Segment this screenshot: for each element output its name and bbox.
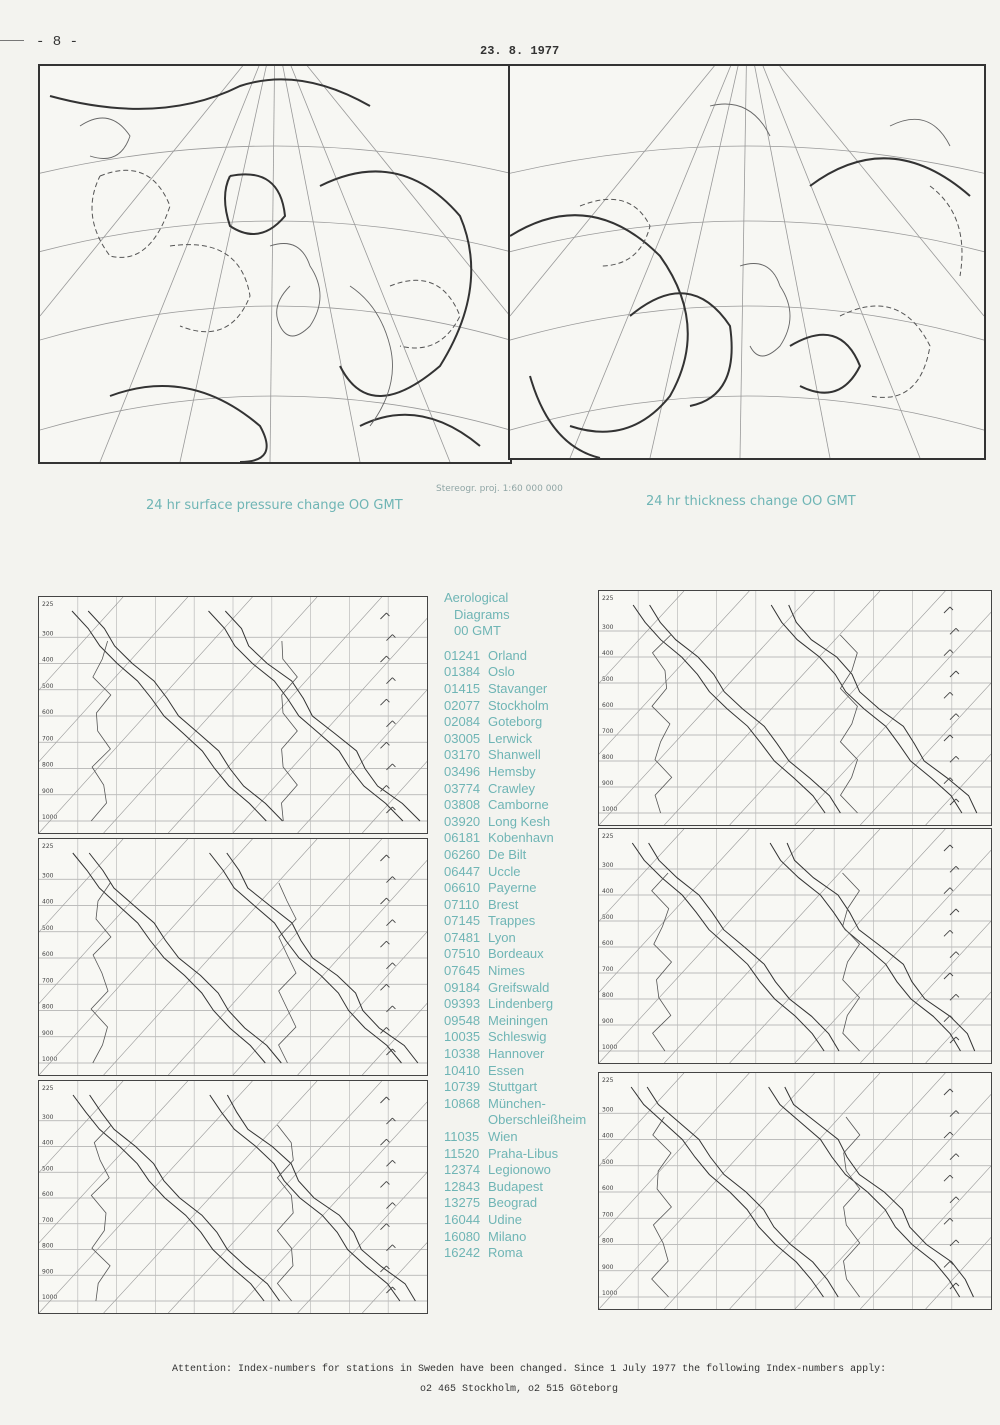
legend-title: Aerological (444, 590, 509, 605)
pressure-level-label: 700 (602, 1211, 614, 1219)
station-code: 16242 (444, 1245, 481, 1261)
station-code: 10739 (444, 1079, 481, 1095)
pressure-level-label: 700 (42, 977, 54, 985)
station-code: 01384 (444, 664, 481, 680)
station-name: Udine (488, 1211, 522, 1227)
station-name: Lerwick (488, 730, 533, 746)
footer-note-line-2: o2 465 Stockholm, o2 515 Göteborg (420, 1384, 619, 1395)
station-row (444, 681, 604, 698)
station-row (444, 864, 604, 881)
pressure-level-label: 500 (42, 924, 54, 932)
station-row (444, 1162, 604, 1179)
pressure-level-label: 500 (602, 676, 614, 683)
station-code: 03808 (444, 797, 481, 813)
station-name: Payerne (488, 880, 537, 896)
legend-title: 00 GMT (454, 623, 501, 639)
station-name: Brest (488, 896, 519, 912)
top-level-label: 225 (602, 1077, 614, 1084)
station-row (444, 1229, 604, 1246)
projection-caption: Stereogr. proj. 1:60 000 000 (436, 484, 563, 494)
top-level-label: 225 (42, 601, 54, 608)
page-number: - 8 - (36, 34, 79, 50)
pressure-level-label: 600 (602, 702, 614, 709)
pressure-level-label: 400 (602, 888, 614, 895)
station-name: Schleswig (488, 1029, 547, 1045)
thickness-caption: 24 hr thickness change OO GMT (646, 494, 856, 509)
pressure-level-label: 300 (602, 624, 614, 631)
station-row (444, 897, 604, 914)
top-level-label: 225 (602, 833, 614, 840)
station-name: Bordeaux (488, 946, 544, 962)
station-code: 10338 (444, 1046, 481, 1062)
station-code: 07510 (444, 946, 481, 962)
surface-pressure-map-drawing (40, 66, 510, 462)
aerological-diagram-4 (598, 590, 992, 826)
station-name: Wien (488, 1129, 518, 1144)
station-row (444, 1195, 604, 1212)
station-name: Orland (488, 647, 528, 663)
top-level-label: 225 (42, 1085, 54, 1092)
station-row (444, 1179, 604, 1196)
top-rule (0, 40, 24, 41)
aerological-diagram-6 (598, 1072, 992, 1310)
station-name: Milano (488, 1228, 527, 1244)
station-name: Praha-Libus (488, 1145, 559, 1161)
pressure-level-label: 600 (42, 951, 54, 958)
diagram-grid (39, 1081, 427, 1313)
diagram-grid (599, 1073, 991, 1309)
station-row (444, 1112, 604, 1129)
pressure-level-label: 700 (42, 1216, 54, 1224)
station-name: Stavanger (488, 680, 548, 696)
station-code: 06181 (444, 830, 481, 846)
pressure-level-label: 600 (602, 1185, 614, 1192)
page-date: 23. 8. 1977 (480, 44, 560, 58)
pressure-level-label: 1000 (42, 1294, 58, 1301)
station-code: 10868 (444, 1095, 481, 1111)
station-row (444, 930, 604, 947)
pressure-level-label: 700 (42, 735, 54, 743)
station-row (444, 847, 604, 864)
station-name: Roma (488, 1245, 523, 1261)
footer-note-line-1: Attention: Index-numbers for stations in Sweden have been changed. Since 1 July 1977 the following Index-numbers apply: (172, 1364, 887, 1375)
station-row (444, 1096, 604, 1113)
pressure-level-label: 700 (602, 966, 614, 973)
station-name: Crawley (488, 780, 535, 796)
pressure-level-label: 800 (42, 1003, 54, 1011)
station-row (444, 764, 604, 781)
station-name: Budapest (488, 1178, 543, 1194)
station-legend (444, 590, 604, 1262)
station-row (444, 714, 604, 731)
pressure-level-label: 300 (42, 1113, 54, 1121)
station-row (444, 1245, 604, 1262)
station-row (444, 1013, 604, 1030)
station-row (444, 996, 604, 1013)
pressure-level-label: 1000 (42, 1056, 58, 1063)
pressure-level-label: 1000 (602, 1290, 618, 1297)
thickness-map-drawing (510, 66, 984, 458)
station-code: 01241 (444, 647, 481, 663)
legend-title-line-1 (444, 590, 604, 607)
pressure-level-label: 800 (42, 761, 54, 769)
pressure-level-label: 300 (42, 630, 54, 638)
diagram-grid (39, 839, 427, 1075)
station-code: 06260 (444, 846, 481, 862)
station-name: Lindenberg (488, 996, 554, 1012)
station-name: Goteborg (488, 714, 543, 730)
pressure-level-label: 900 (42, 1029, 54, 1037)
pressure-level-label: 800 (602, 1237, 614, 1245)
station-name: Camborne (488, 797, 549, 813)
station-row (444, 946, 604, 963)
station-row (444, 980, 604, 997)
station-row (444, 698, 604, 715)
station-row (444, 880, 604, 897)
station-code: 12843 (444, 1178, 481, 1194)
station-code: 16044 (444, 1211, 481, 1227)
station-name: Stockholm (488, 697, 549, 713)
pressure-level-label: 600 (602, 940, 614, 947)
station-code: 03005 (444, 730, 481, 746)
thickness-map (508, 64, 986, 460)
pressure-level-label: 400 (42, 656, 54, 664)
pressure-level-label: 900 (602, 1263, 614, 1271)
station-row (444, 1029, 604, 1046)
station-code: 07481 (444, 929, 481, 945)
station-row (444, 648, 604, 665)
station-name: Hannover (488, 1046, 545, 1062)
station-name: Nimes (488, 963, 525, 979)
pressure-level-label: 300 (602, 1106, 614, 1114)
station-row (444, 913, 604, 930)
station-code: 07110 (444, 896, 480, 912)
station-name: Long Kesh (488, 813, 551, 829)
station-row (444, 830, 604, 847)
legend-title: Diagrams (454, 606, 510, 622)
station-name: Uccle (488, 863, 521, 879)
pressure-level-label: 400 (42, 1139, 54, 1147)
station-code: 02084 (444, 714, 481, 730)
station-name: Lyon (488, 929, 516, 945)
station-code: 07145 (444, 913, 481, 929)
pressure-level-label: 900 (602, 780, 614, 787)
station-row (444, 1146, 604, 1163)
station-code: 10410 (444, 1062, 481, 1078)
station-code: 09393 (444, 996, 481, 1012)
station-code: 09184 (444, 979, 481, 995)
station-code: 12374 (444, 1162, 481, 1178)
station-name: Kobenhavn (488, 830, 554, 846)
pressure-level-label: 900 (42, 1268, 54, 1276)
station-row (444, 747, 604, 764)
pressure-level-label: 900 (42, 787, 54, 795)
station-code: 06610 (444, 880, 481, 896)
station-name: Shanwell (488, 747, 541, 763)
station-code: 11520 (444, 1145, 480, 1161)
station-name: De Bilt (488, 846, 527, 862)
station-name: Essen (488, 1062, 525, 1078)
legend-title-line-2 (444, 607, 604, 624)
station-list (444, 648, 604, 1262)
legend-title-line-3 (444, 623, 604, 640)
pressure-level-label: 800 (602, 754, 614, 761)
station-name: Oberschleißheim (488, 1112, 587, 1128)
station-code: 13275 (444, 1195, 481, 1211)
station-row (444, 1046, 604, 1063)
station-name: Legionowo (488, 1162, 551, 1178)
diagram-grid (599, 591, 991, 825)
station-code: 02077 (444, 697, 481, 713)
aerological-diagram-3 (38, 1080, 428, 1314)
station-name: München- (488, 1095, 546, 1111)
station-name: Hemsby (488, 763, 536, 779)
station-code: 03496 (444, 763, 481, 779)
pressure-level-label: 1000 (602, 806, 618, 813)
station-row (444, 797, 604, 814)
station-row (444, 963, 604, 980)
station-name: Trappes (488, 913, 536, 929)
pressure-level-label: 400 (602, 650, 614, 657)
pressure-level-label: 800 (42, 1242, 54, 1250)
diagram-grid (599, 829, 991, 1063)
aerological-diagram-1 (38, 596, 428, 834)
pressure-level-label: 500 (602, 1158, 614, 1166)
station-code: 03774 (444, 780, 481, 796)
pressure-level-label: 700 (602, 728, 614, 735)
station-row (444, 1063, 604, 1080)
pressure-level-label: 900 (602, 1018, 614, 1025)
pressure-level-label: 500 (42, 1165, 54, 1173)
aerological-diagram-5 (598, 828, 992, 1064)
station-row (444, 1079, 604, 1096)
top-level-label: 225 (602, 595, 614, 602)
station-code: 03170 (444, 747, 481, 763)
pressure-level-label: 400 (602, 1132, 614, 1140)
station-code: 16080 (444, 1228, 481, 1244)
surface-pressure-map (38, 64, 512, 464)
station-code: 07645 (444, 963, 481, 979)
surface-pressure-caption: 24 hr surface pressure change OO GMT (146, 498, 403, 513)
station-name: Meiningen (488, 1012, 548, 1028)
station-code: 11035 (444, 1129, 480, 1144)
station-name: Greifswald (488, 979, 550, 995)
pressure-level-label: 500 (602, 914, 614, 921)
station-code: 10035 (444, 1029, 481, 1045)
diagram-grid (39, 597, 427, 833)
station-code: 03920 (444, 813, 481, 829)
top-level-label: 225 (42, 843, 54, 850)
aerological-diagram-2 (38, 838, 428, 1076)
station-code (444, 1112, 484, 1129)
pressure-level-label: 600 (42, 709, 54, 716)
station-code: 06447 (444, 863, 481, 879)
station-name: Stuttgart (488, 1079, 538, 1095)
pressure-level-label: 500 (42, 682, 54, 690)
station-code: 01415 (444, 680, 481, 696)
station-row (444, 664, 604, 681)
station-name: Oslo (488, 664, 515, 680)
pressure-level-label: 300 (602, 862, 614, 869)
station-row (444, 814, 604, 831)
pressure-level-label: 400 (42, 898, 54, 906)
pressure-level-label: 800 (602, 992, 614, 999)
pressure-level-label: 600 (42, 1191, 54, 1198)
pressure-level-label: 300 (42, 872, 54, 880)
pressure-level-label: 1000 (602, 1044, 618, 1051)
station-row (444, 1212, 604, 1229)
station-row (444, 1129, 604, 1146)
pressure-level-label: 1000 (42, 814, 58, 821)
station-row (444, 781, 604, 798)
station-code: 09548 (444, 1012, 481, 1028)
station-name: Beograd (488, 1195, 538, 1211)
station-row (444, 731, 604, 748)
